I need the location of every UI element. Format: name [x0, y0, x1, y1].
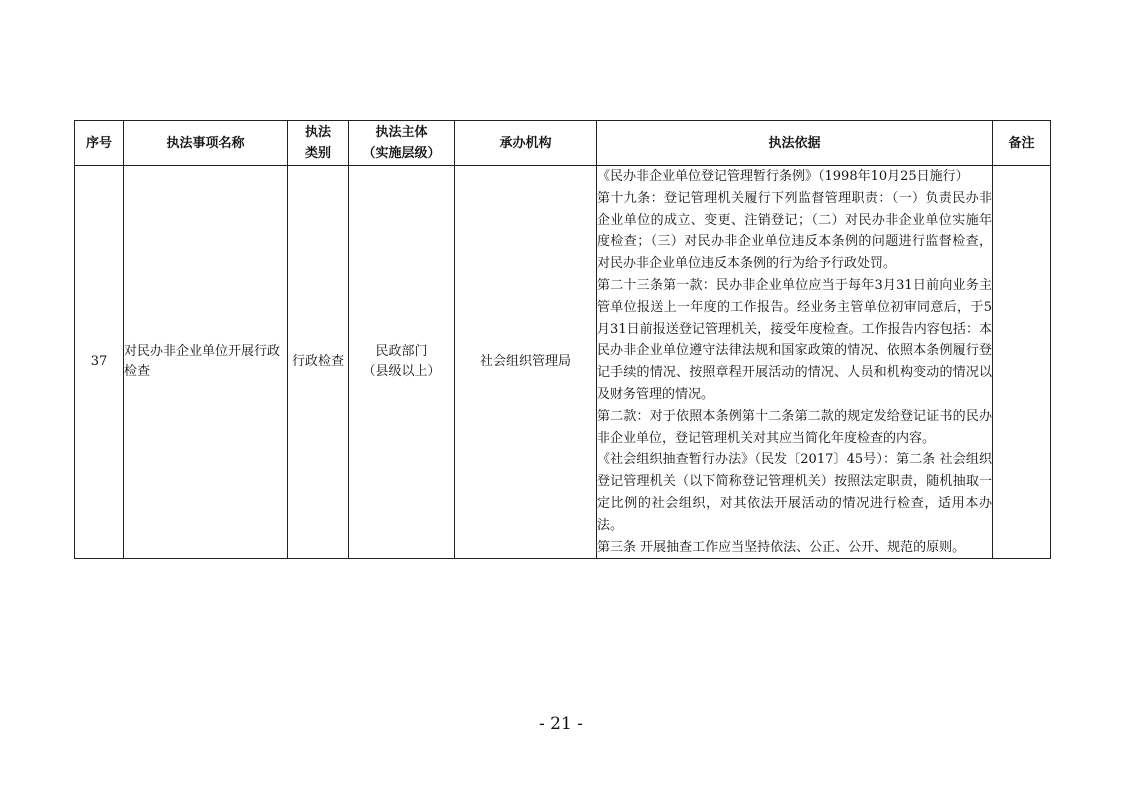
- table-row: [75, 166, 1051, 559]
- row-item-name: 对民办非企业单位开展行政检查: [124, 166, 288, 559]
- header-enforcement-subject: [349, 121, 455, 166]
- legal-basis-paragraph: 第二款：对于依照本条例第十二条第二款的规定发给登记证书的民办非企业单位，登记管理机关对其应当简化年度检查的内容。: [597, 408, 992, 446]
- header-enforcement-type: [288, 121, 349, 166]
- header-subject-line-1: 执法主体: [375, 125, 428, 140]
- row-subject-line-1: 民政部门: [375, 344, 428, 360]
- header-handling-organization: 承办机构: [455, 121, 597, 166]
- legal-basis-paragraph: 《社会组织抽查暂行办法》（民发〔2017〕45号）：第二条 社会组织登记管理机关（以下简称登记管理机关）按照法定职责，随机抽取一定比例的社会组织，对其依法开展活动的情况进行检查，适用本办法。: [597, 452, 992, 533]
- legal-basis-paragraph: 第十九条：登记管理机关履行下列监督管理职责：（一）负责民办非企业单位的成立、变更、注销登记；（二）对民办非企业单位实施年度检查；（三）对民办非企业单位违反本条例的问题进行监督检查，对民办非企业单位违反本条例的行为给予行政处罚。: [597, 190, 992, 272]
- row-serial-number: 37: [75, 166, 124, 559]
- legal-basis-paragraph: 第二十三条第一款：民办非企业单位应当于每年3月31日前向业务主管单位报送上一年度的工作报告。经业务主管单位初审同意后，于5月31日前报送登记管理机关，接受年度检查。工作报告内容包括：本民办非企业单位遵守法律法规和国家政策的情况、依照本条例履行登记手续的情况、按照章程开展活动的情况、人员和机构变动的情况以及财务管理的情况。: [597, 277, 992, 402]
- table-header-row: [75, 121, 1051, 166]
- header-type-line-2: 类别: [304, 146, 331, 161]
- page-number: - 21 -: [539, 714, 583, 734]
- row-legal-basis: [597, 166, 993, 559]
- row-enforcement-subject: [349, 166, 455, 559]
- header-remarks: 备注: [993, 121, 1051, 166]
- header-type-line-1: 执法: [304, 125, 331, 140]
- legal-basis-paragraph: 《民办非企业单位登记管理暂行条例》（1998年10月25日施行）: [597, 169, 969, 184]
- enforcement-items-table: [74, 120, 1051, 559]
- header-legal-basis: 执法依据: [597, 121, 993, 166]
- header-subject-line-2: （实施层级）: [362, 146, 441, 161]
- row-handling-organization: 社会组织管理局: [455, 166, 597, 559]
- row-enforcement-type: 行政检查: [288, 166, 349, 559]
- header-item-name: 执法事项名称: [124, 121, 288, 166]
- row-subject-line-2: （县级以上）: [362, 364, 441, 380]
- header-serial-number: 序号: [75, 121, 124, 166]
- row-remarks: [993, 166, 1051, 559]
- legal-basis-paragraph: 第三条 开展抽查工作应当坚持依法、公正、公开、规范的原则。: [597, 539, 966, 555]
